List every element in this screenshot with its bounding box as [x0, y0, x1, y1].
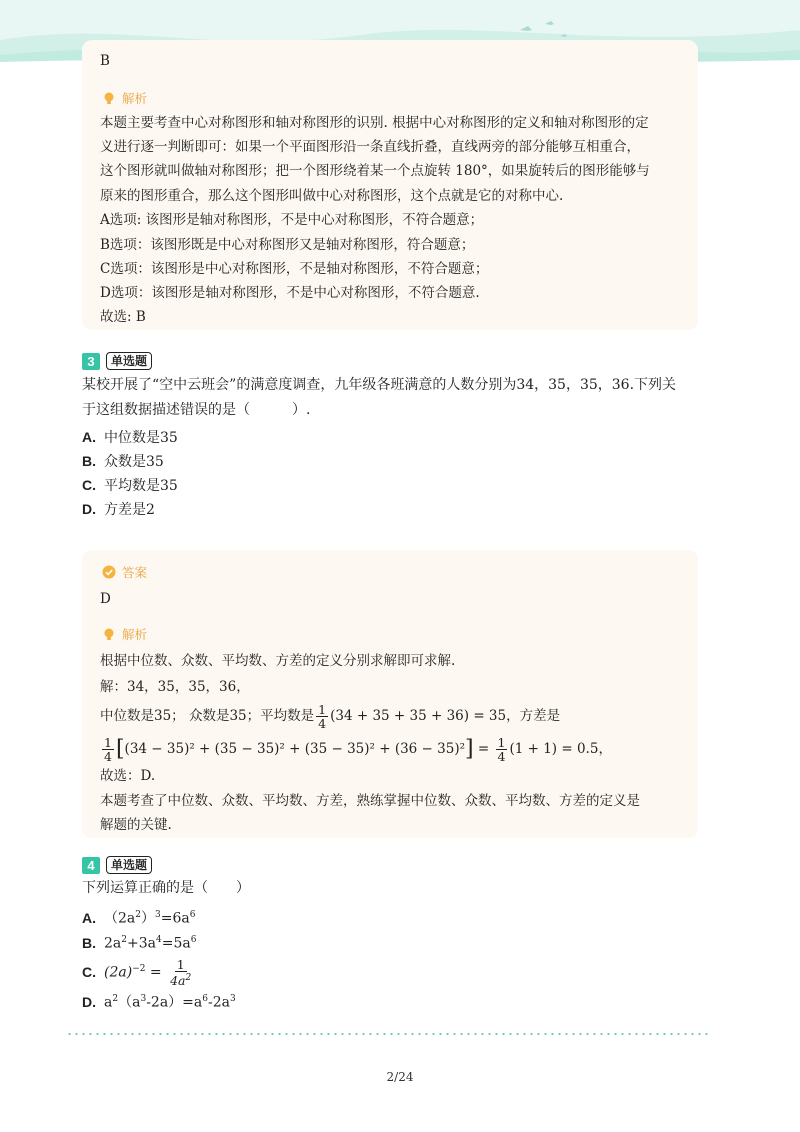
- q3-summary-line: 解题的关键.: [100, 817, 172, 833]
- fraction-denominator: $4a^2$: [170, 973, 192, 989]
- fraction: [168, 958, 193, 987]
- option-letter: A.: [82, 909, 96, 926]
- q3-summary-line: 本题考查了中位数、众数、平均数、方差，熟练掌握中位数、众数、平均数、方差的定义是: [100, 793, 640, 809]
- q3-mean-line: [100, 702, 560, 730]
- fraction-denominator: 4: [497, 749, 506, 764]
- option-letter: C.: [82, 477, 96, 493]
- q2-answer: B: [100, 53, 110, 69]
- question-number: 3: [82, 353, 100, 370]
- variance-expression: (34 − 35)² + (35 − 35)² + (35 − 35)² + (36 − 35)²: [124, 741, 466, 757]
- q3-option-c: [82, 476, 178, 495]
- q4-header: [82, 856, 152, 874]
- option-letter: D.: [82, 501, 96, 517]
- option-letter: A.: [82, 429, 96, 445]
- mean-suffix: ，方差是: [506, 708, 561, 724]
- option-letter: B.: [82, 453, 96, 469]
- fraction: [102, 736, 114, 763]
- q3-analysis-line: 根据中位数、众数、平均数、方差的定义分别求解即可求解.: [100, 653, 456, 669]
- variance-tail: ，: [598, 741, 612, 757]
- fraction-denominator: 4: [318, 716, 327, 731]
- q3-option-d: [82, 500, 155, 519]
- lightbulb-icon: [102, 91, 116, 105]
- q4-option-d: D. $a^2(a^3-2a)=a^6-2a^3$: [82, 993, 236, 1011]
- fraction-numerator: 1: [318, 702, 327, 717]
- q4-option-a: A. $(2a^2)^3=6a^6$: [82, 909, 196, 927]
- variance-result: (1 + 1) = 0.5: [509, 741, 599, 757]
- q2-analysis-line: C选项：该图形是中心对称图形，不是轴对称图形，不符合题意；: [100, 261, 489, 277]
- option-text: 众数是35: [104, 454, 164, 470]
- check-circle-icon: [102, 565, 116, 579]
- left-bracket: [: [115, 736, 125, 762]
- option-text: 中位数是35: [104, 430, 178, 446]
- q2-analysis-line: D选项：该图形是轴对称图形，不是中心对称图形，不符合题意.: [100, 285, 480, 301]
- mean-expression: (34 + 35 + 35 + 36) = 35: [330, 708, 507, 724]
- fraction-numerator: 1: [497, 735, 506, 750]
- q3-conclusion: 故选：D.: [100, 768, 156, 784]
- q3-analysis-tag: [102, 625, 147, 643]
- question-type-badge: 单选题: [106, 352, 152, 370]
- option-letter: D.: [82, 993, 96, 1010]
- q4-stem: 下列运算正确的是（ ）: [82, 880, 250, 896]
- q2-analysis-line: 原来的图形重合，那么这个图形叫做中心对称图形，这个点就是它的对称中心.: [100, 188, 564, 204]
- fraction-numerator: 1: [176, 957, 185, 973]
- q3-analysis-line: 解：34，35，35，36，: [100, 679, 250, 695]
- q2-analysis-label: 解析: [122, 91, 148, 106]
- fraction: [316, 703, 328, 730]
- q4-option-b: B. $2a^2+3a^4=5a^6$: [82, 934, 197, 952]
- q3-option-a: [82, 428, 178, 447]
- q2-analysis-line: 本题主要考查中心对称图形和轴对称图形的识别. 根据中心对称图形的定义和轴对称图形的定: [100, 115, 649, 131]
- q3-stem: 于这组数据描述错误的是（ ）.: [82, 402, 311, 418]
- question-type-badge: 单选题: [106, 856, 152, 874]
- q3-option-b: [82, 452, 164, 471]
- q2-analysis-line: 义进行逐一判断即可：如果一个平面图形沿一条直线折叠，直线两旁的部分能够互相重合，: [100, 139, 640, 155]
- dotted-divider: [66, 1033, 712, 1035]
- page-number: 2/24: [386, 1070, 414, 1084]
- q2-analysis-tag: [102, 89, 147, 107]
- fraction: [496, 736, 508, 763]
- q3-variance-line: $\frac{1}{4}$ [(34 − 35)² + (35 − 35)² + (35 − 35)² + (36 − 35)²] = $\frac{1}{4}$ (1 + 1) = 0.5，: [104, 735, 612, 764]
- question-number: 4: [82, 857, 100, 874]
- fraction-numerator: 1: [104, 735, 112, 750]
- q4-option-c: C. $(2a)^{-2}$ = $\frac{1}{4a^2}$: [82, 957, 192, 989]
- right-bracket: ]: [465, 736, 474, 762]
- q3-answer-label: 答案: [122, 565, 148, 580]
- fraction-denominator: 4: [104, 749, 112, 764]
- lightbulb-icon: [102, 627, 116, 641]
- option-letter: C.: [82, 963, 96, 980]
- q3-stem: 某校开展了“空中云班会”的满意度调查，九年级各班满意的人数分别为34，35，35，36.下列关: [82, 377, 677, 393]
- q2-analysis-line: A选项: 该图形是轴对称图形，不是中心对称图形，不符合题意；: [100, 212, 484, 228]
- q3-header: [82, 352, 152, 370]
- q3-answer: D: [100, 591, 111, 607]
- q3-analysis-label: 解析: [122, 627, 148, 642]
- option-letter: B.: [82, 934, 96, 951]
- q3-answer-tag: [102, 563, 147, 581]
- q2-analysis-line: 故选: B: [100, 309, 146, 325]
- q2-analysis-line: 这个图形就叫做轴对称图形；把一个图形绕着某一个点旋转 180°，如果旋转后的图形能够与: [100, 163, 650, 179]
- option-text: 平均数是35: [104, 478, 178, 494]
- q2-analysis-line: B选项：该图形既是中心对称图形又是轴对称图形，符合题意；: [100, 237, 475, 253]
- mean-prefix: 中位数是35； 众数是35；平均数是: [100, 708, 315, 724]
- option-text: 方差是2: [104, 502, 155, 518]
